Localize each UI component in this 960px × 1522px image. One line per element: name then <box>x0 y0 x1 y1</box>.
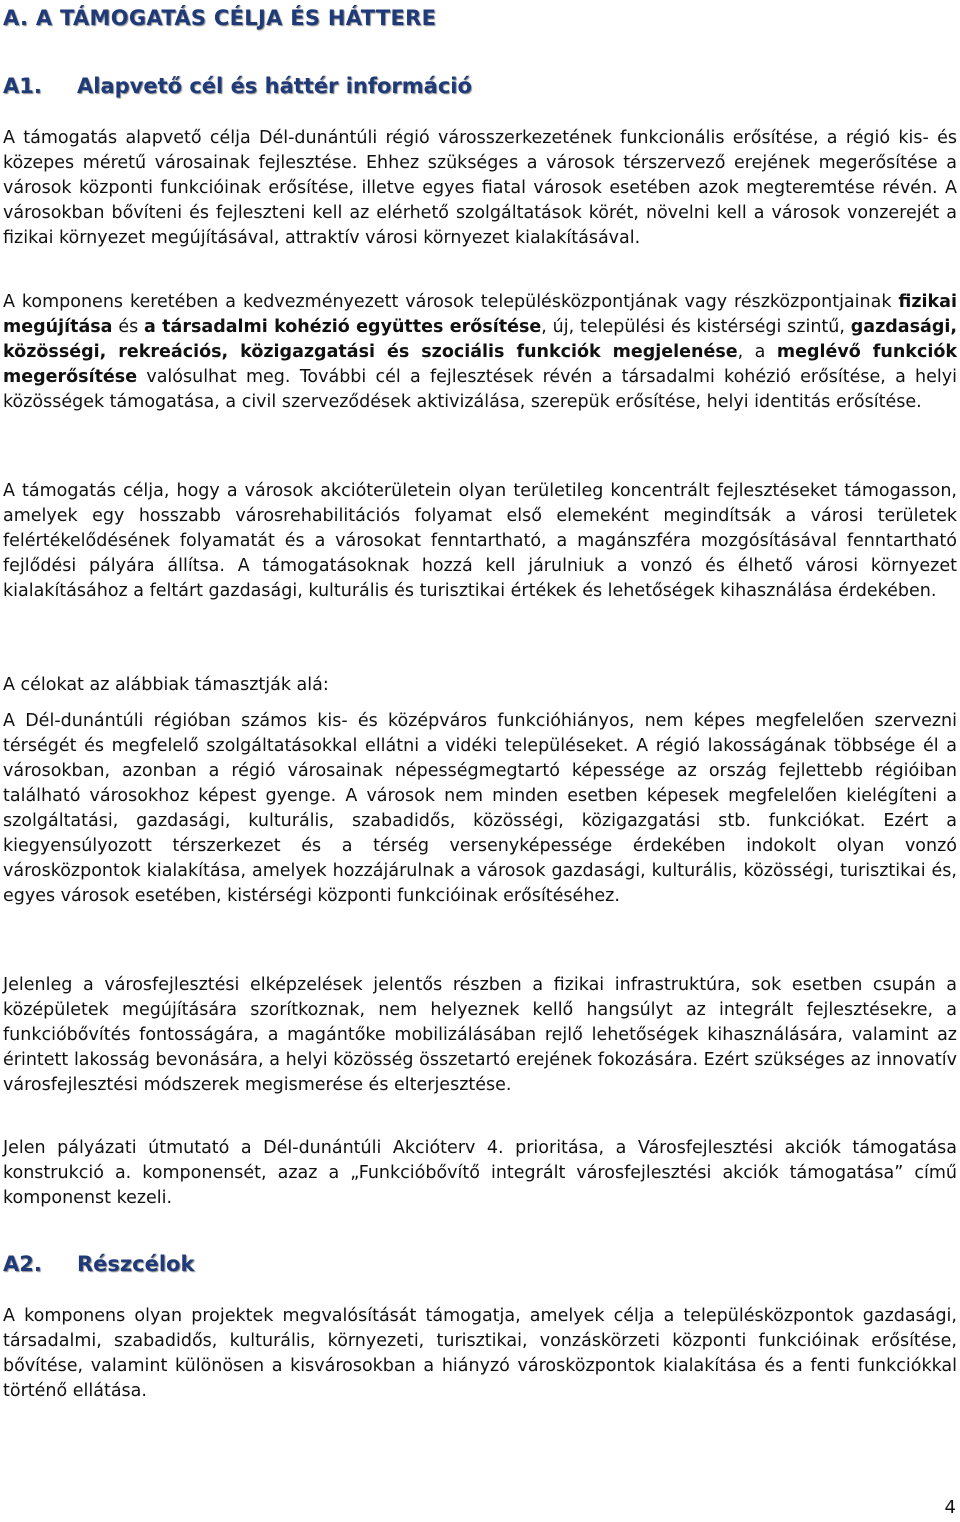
text-run: , új, települési és kistérségi szintű, <box>541 317 851 337</box>
text-run: A komponens keretében a kedvezményezett városok településközpontjának vagy részközpontjainak <box>3 292 899 312</box>
section-title: Részcélok <box>77 1252 195 1276</box>
paragraph-region: A Dél-dunántúli régióban számos kis- és középváros funkcióhiányos, nem képes megfelelően szervezni térségét és megfelelő szolgáltatásokkal ellátni a vidéki településeket. A régió lakosságának többsége él a városokban, azonban a régió városainak népességmegtartó képessége az ország fejlettebb régióiban található városokhoz képest gyenge. A városok nem minden esetben képesek megfelelően kielégíteni a szolgáltatási, gazdasági, kulturális, szabadidős, közösségi, közigazgatási stb. funkciókat. Ezért a kiegyensúlyozott térszerkezet és a térség versenyképessége érdekében indokolt olyan vonzó városközpontok kialakítása, amelyek hozzájárulnak a városok gazdasági, kulturális, közösségi, turisztikai és, egyes városok esetében, kistérségi központi funkcióinak erősítéséhez. <box>3 711 957 906</box>
paragraph-intro-list: A célokat az alábbiak támasztják alá: <box>3 675 329 695</box>
section-heading-a2 <box>3 1252 194 1276</box>
main-heading: A. A TÁMOGATÁS CÉLJA ÉS HÁTTERE <box>3 6 437 30</box>
bold-run: meglévő funkciók megerősítése <box>3 342 957 387</box>
paragraph-subgoals: A komponens olyan projektek megvalósítását támogatja, amelyek célja a településközpontok gazdasági, társadalmi, szabadidős, kulturális, környezeti, turisztikai, vonzáskörzeti központi funkcióinak erősítése, bővítése, valamint különösen a kisvárosokban a hiányzó városközpontok kialakítása és a fenti funkciókkal történő ellátása. <box>3 1306 957 1401</box>
paragraph-guide: Jelen pályázati útmutató a Dél-dunántúli Akcióterv 4. prioritása, a Városfejlesztési akciók támogatása konstrukció a. komponensét, azaz a „Funkcióbővítő integrált városfejlesztési akciók támogatása” című komponenst kezeli. <box>3 1138 957 1208</box>
paragraph-current-state: Jelenleg a városfejlesztési elképzelések jelentős részben a fizikai infrastruktúra, sok esetben csupán a középületek megújítására szorítkoznak, nem helyeznek kellő hangsúlyt az integrált fejlesztésekre, a funkcióbővítés fontosságára, a magántőke mobilizálásában rejlő lehetőségek kihasználására, valamint az érintett lakosság bevonására, a helyi közösség összetartó erejének fokozására. Ezért szükséges az innovatív városfejlesztési módszerek megismerése és elterjesztése. <box>3 975 957 1095</box>
bold-run: a társadalmi kohézió együttes erősítése <box>144 317 542 337</box>
section-number: A2. <box>3 1252 42 1276</box>
bold-run: gazdasági, közösségi, rekreációs, közigazgatási és szociális funkciók megjelenése <box>3 317 957 362</box>
section-heading-a1 <box>3 74 472 98</box>
paragraph-support-aim: A támogatás célja, hogy a városok akcióterületein olyan területileg koncentrált fejlesztéseket támogasson, amelyek egy hosszabb városrehabilitációs folyamat első elemeként megindítsák a városi területek felértékelődésének folyamatát és a városokat fenntartható, a magánszféra mozgósításával fenntartható fejlődési pályára állítsa. A támogatásoknak hozzá kell járulniuk a vonzó és élhető városi környezet kialakításához a feltárt gazdasági, kulturális és turisztikai értékek és lehetőségek kihasználása érdekében. <box>3 481 957 601</box>
section-title: Alapvető cél és háttér információ <box>77 74 472 98</box>
text-run: , a <box>737 342 777 362</box>
page-number: 4 <box>944 1497 956 1518</box>
paragraph-goal: A támogatás alapvető célja Dél-dunántúli régió városszerkezetének funkcionális erősítése, a régió kis- és közepes méretű városainak fejlesztése. Ehhez szükséges a városok térszervező erejének megerősítése a városok központi funkcióinak erősítése, illetve egyes fiatal városok esetében azok megteremtése révén. A városokban bővíteni és fejleszteni kell az elérhető szolgáltatások körét, növelni kell a városok vonzerejét a fizikai környezet megújításával, attraktív városi környezet kialakításával. <box>3 128 957 248</box>
text-run: valósulhat meg. További cél a fejlesztések révén a társadalmi kohézió erősítése, a helyi közösségek támogatása, a civil szerveződések aktivizálása, szerepük erősítése, helyi identitás erősítése. <box>3 367 957 412</box>
bold-run: fizikai megújítása <box>3 292 957 337</box>
paragraph-component <box>3 290 957 415</box>
section-number: A1. <box>3 74 42 98</box>
text-run: és <box>112 317 145 337</box>
